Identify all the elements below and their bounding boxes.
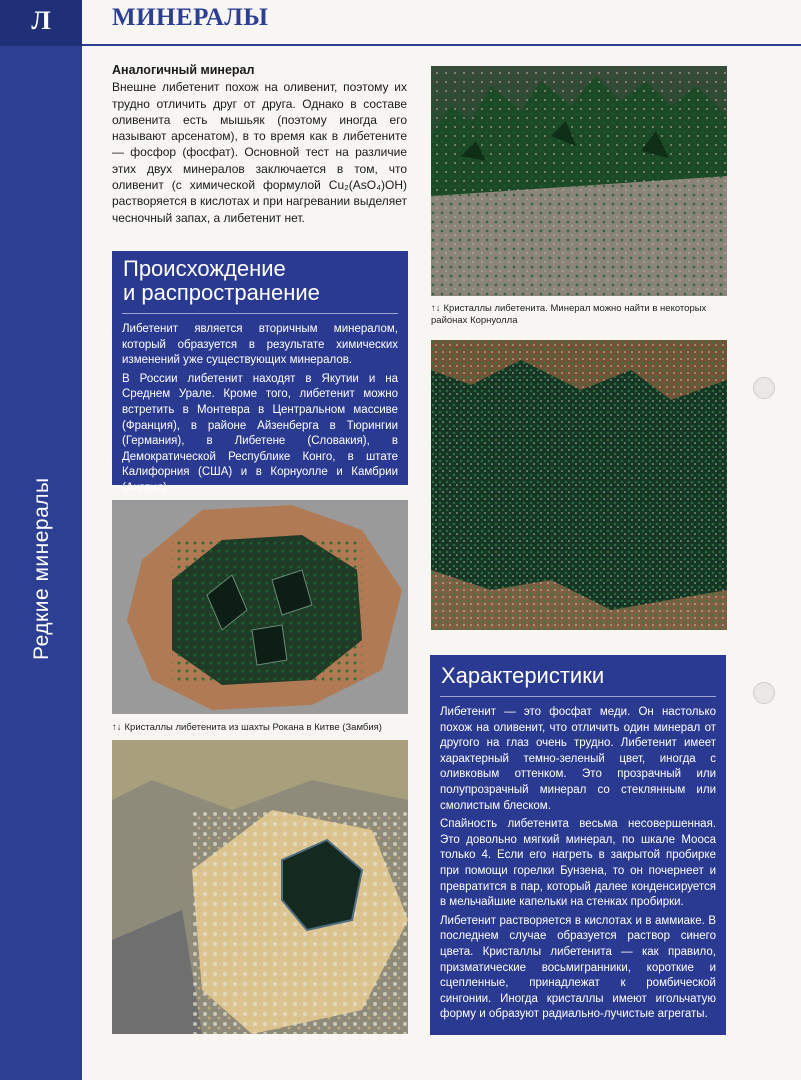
intro-text: Внешне либетенит похож на оливенит, поэтому их трудно отличить друг от друга. Однако в составе оливенита есть мышьяк (поэтому иногда его называют арсенатом), в то время как в либетените — фосфор (фосфат). Основной тест на различие этих двух минералов заключается в том, что оливенит (с химической формулой Cu₂(AsO₄)OH) растворяется в кислотах и при нагревании выделяет чесночный запах, а либетенит нет.: [112, 80, 407, 225]
mineral-photo-left-middle: [112, 500, 408, 714]
page-title: МИНЕРАЛЫ: [112, 4, 269, 31]
mineral-photo-top-right: [431, 66, 727, 296]
caption-arrows-icon: ↑↓: [431, 303, 441, 314]
mineral-photo-bottom-left-image: [112, 740, 408, 1034]
section-letter-box: [0, 0, 82, 46]
binder-hole-bottom: [753, 682, 775, 704]
origin-box-paragraph-1: Либетенит является вторичным минералом, который образуется в результате химических изменений уже существующих минералов.: [122, 323, 398, 367]
origin-box-divider: [122, 313, 398, 314]
caption-left-middle: [112, 722, 412, 734]
binder-hole-top: [753, 377, 775, 399]
mineral-photo-left-middle-image: [112, 500, 408, 714]
section-vertical-label: Редкие минералы: [30, 477, 53, 660]
characteristics-box-paragraph-2: Спайность либетенита весьма несовершенная. Это довольно мягкий минерал, по шкале Мооса только 4. Если его нагреть в закрытой пробирке при помощи горелки Бунзена, то он почернеет и превратится в пар, который далее конденсируется в мельчайшие капельки на стенках пробирки.: [440, 818, 716, 909]
origin-box-paragraph-2: В России либетенит находят в Якутии и на Среднем Урале. Кроме того, либетенит можно встретить в Монтевра в Центральном массиве (Франция), в районе Айзенберга в Тюрингии (Германия), в Либетене (Словакия), в Демократической Республике Конго, в штате Калифорния (США) и в Корнуолле и Камбрии (Англия).: [122, 372, 398, 494]
mineral-photo-bottom-left: [112, 740, 408, 1034]
sidebar: [0, 0, 82, 1080]
intro-heading: Аналогичный минерал: [112, 63, 255, 77]
caption-top-right: [431, 303, 727, 327]
section-letter: Л: [31, 6, 51, 35]
origin-box-title-line2: и распространение: [123, 280, 320, 305]
origin-box: [112, 251, 408, 494]
characteristics-box-divider: [440, 696, 716, 697]
caption-arrows-icon: ↑↓: [112, 722, 122, 733]
header-rule: [82, 44, 801, 46]
mineral-photo-middle-right-image: [431, 340, 727, 630]
caption-left-middle-text: Кристаллы либетенита из шахты Рокана в Китве (Замбия): [124, 722, 382, 733]
characteristics-box-title: Характеристики: [441, 663, 605, 688]
characteristics-box-paragraph-3: Либетенит растворяется в кислотах и в аммиаке. В последнем случае образуется раствор синего цвета. Кристаллы либетенита — как правило, призматические восьмигранники, короткие и сцепленные, принадлежат к ромбической сингонии. Иногда кристаллы имеют игольчатую форму и образуют радиально-лучистые агрегаты.: [440, 914, 716, 1021]
intro-section: [112, 62, 407, 226]
origin-box-title-line1: Происхождение: [123, 256, 286, 281]
characteristics-box: [430, 655, 726, 1035]
caption-top-right-text: Кристаллы либетенита. Минерал можно найти в некоторых районах Корнуолла: [431, 303, 707, 326]
characteristics-box-paragraph-1: Либетенит — это фосфат меди. Он настолько похож на оливенит, что отличить один минерал от другого на глаз очень трудно. Либетенит имеет характерный темно-зеленый цвет, иногда с оливковым оттенком. Это прозрачный или полупрозрачный минерал со стеклянным или смолистым блеском.: [440, 706, 716, 812]
mineral-photo-top-right-image: [431, 66, 727, 296]
mineral-photo-middle-right: [431, 340, 727, 630]
